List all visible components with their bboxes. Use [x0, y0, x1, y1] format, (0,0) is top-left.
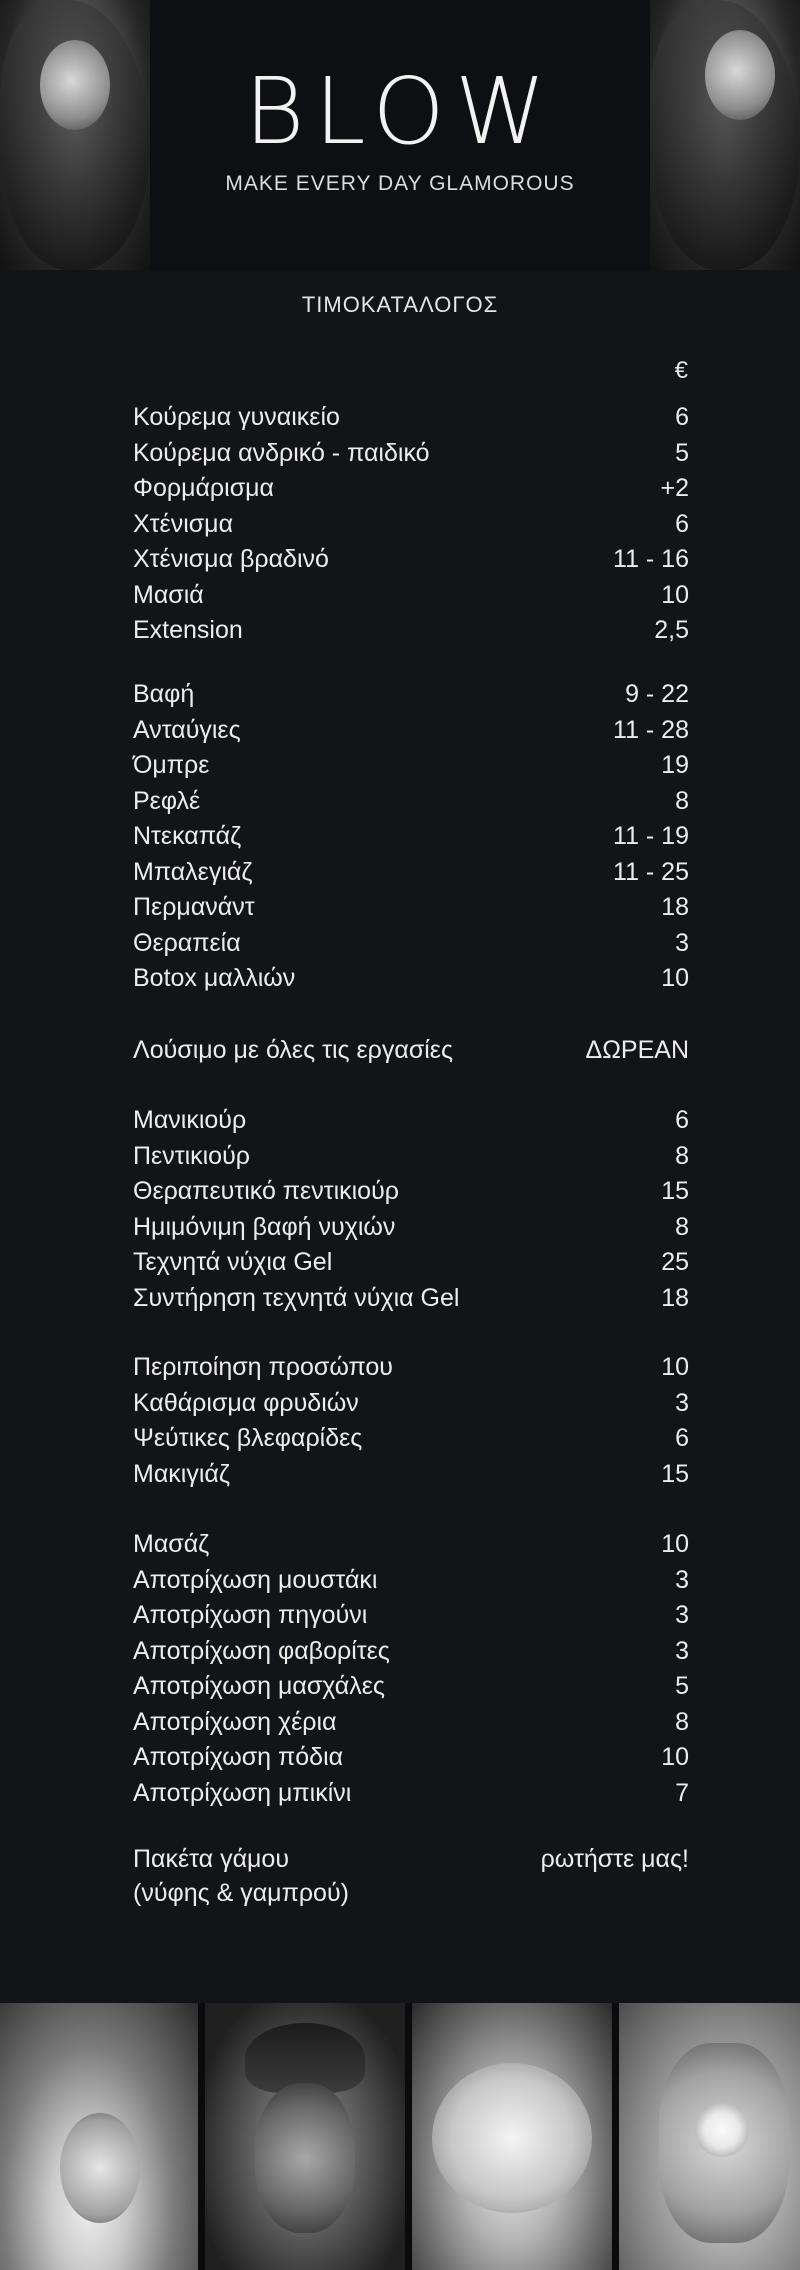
service-name: Αποτρίχωση χέρια — [133, 1707, 337, 1736]
service-name: Αποτρίχωση πηγούνι — [133, 1601, 368, 1629]
price-row — [133, 713, 689, 749]
service-price: 11 - 25 — [613, 857, 689, 886]
service-name: Ψεύτικες βλεφαρίδες — [133, 1424, 363, 1452]
service-price: 5 — [675, 1672, 689, 1700]
price-row — [133, 1281, 689, 1317]
price-row — [133, 1842, 689, 1876]
price-group-wash — [133, 1033, 689, 1069]
service-price: 3 — [675, 1601, 689, 1629]
price-row — [133, 890, 689, 926]
service-price: 15 — [661, 1177, 689, 1205]
service-price: 10 — [661, 580, 689, 609]
price-group-massage-waxing — [133, 1527, 689, 1811]
service-price: 6 — [675, 1424, 689, 1452]
currency-symbol: € — [674, 357, 688, 384]
service-price: 8 — [675, 1707, 689, 1736]
flower-decoration — [695, 2103, 749, 2157]
service-price: 10 — [661, 964, 689, 992]
service-price: ΔΩΡΕΑΝ — [585, 1036, 689, 1064]
price-row — [133, 748, 689, 784]
service-price: 6 — [675, 1106, 689, 1134]
service-price: 6 — [675, 509, 689, 538]
service-price: 3 — [675, 928, 689, 957]
service-name: Extension — [133, 616, 243, 644]
service-price: 10 — [661, 1743, 689, 1771]
service-name: Λούσιμο με όλες τις εργασίες — [133, 1036, 453, 1064]
service-name: Μακιγιάζ — [133, 1459, 230, 1488]
service-price: 3 — [675, 1636, 689, 1665]
service-price: 10 — [661, 1353, 689, 1381]
service-price: 25 — [661, 1248, 689, 1276]
price-list-title: ΤΙΜΟΚΑΤΑΛΟΓΟΣ — [301, 292, 499, 317]
price-row — [133, 1634, 689, 1670]
price-row — [133, 542, 689, 578]
service-price: 8 — [675, 1212, 689, 1241]
service-price: 18 — [661, 1283, 689, 1312]
service-price: 15 — [661, 1459, 689, 1488]
price-row — [133, 1705, 689, 1741]
service-price: 18 — [661, 893, 689, 921]
service-name: Τεχνητά νύχια Gel — [133, 1248, 333, 1276]
price-row — [133, 1210, 689, 1246]
service-name: Πακέτα γάμου — [133, 1845, 290, 1873]
price-row — [133, 961, 689, 997]
price-row — [133, 471, 689, 507]
service-name: Βαφή — [133, 680, 195, 708]
service-name: Καθάρισμα φρυδιών — [133, 1388, 359, 1417]
service-name: Θεραπεία — [133, 928, 241, 957]
header — [0, 0, 800, 270]
service-name: Ρεφλέ — [133, 786, 201, 815]
pedicure-photo — [619, 2003, 800, 2270]
service-price: 11 - 28 — [613, 715, 689, 744]
price-group-haircuts — [133, 400, 689, 649]
price-group-nails — [133, 1103, 689, 1316]
service-name: Κούρεμα ανδρικό - παιδικό — [133, 438, 430, 467]
price-group-face — [133, 1350, 689, 1492]
price-row — [133, 613, 689, 649]
price-row — [133, 1174, 689, 1210]
service-name: (νύφης & γαμπρού) — [133, 1879, 349, 1907]
service-name: Περμανάντ — [133, 893, 255, 921]
service-price: 8 — [675, 786, 689, 815]
service-name: Αποτρίχωση μουστάκι — [133, 1565, 378, 1594]
price-row — [133, 1876, 689, 1910]
service-price: ρωτήστε μας! — [540, 1845, 689, 1873]
service-name: Συντήρηση τεχνητά νύχια Gel — [133, 1283, 460, 1312]
service-price: 9 - 22 — [625, 680, 689, 708]
service-price: 11 - 19 — [613, 822, 689, 850]
price-row — [133, 677, 689, 713]
barber-haircut-photo — [205, 2003, 405, 2270]
price-row — [133, 926, 689, 962]
price-row — [133, 855, 689, 891]
service-name: Φορμάρισμα — [133, 474, 274, 502]
brand-tagline: MAKE EVERY DAY GLAMOROUS — [225, 172, 575, 195]
service-price: 7 — [675, 1778, 689, 1807]
price-row — [133, 1669, 689, 1705]
service-name: Αποτρίχωση μπικίνι — [133, 1778, 352, 1807]
price-row — [133, 1033, 689, 1069]
service-name: Αποτρίχωση πόδια — [133, 1743, 344, 1771]
service-price: 10 — [661, 1530, 689, 1558]
service-price: 5 — [675, 438, 689, 467]
service-name: Χτένισμα — [133, 509, 234, 538]
service-name: Χτένισμα βραδινό — [133, 545, 329, 573]
service-name: Αποτρίχωση φαβορίτες — [133, 1636, 390, 1665]
service-name: Μπαλεγιάζ — [133, 857, 253, 886]
brand-logo: BLOW — [244, 58, 556, 165]
service-price: 3 — [675, 1565, 689, 1594]
service-name: Περιποίηση προσώπου — [133, 1353, 393, 1381]
service-price: 2,5 — [654, 616, 689, 644]
facial-treatment-photo — [412, 2003, 612, 2270]
price-row — [133, 1421, 689, 1457]
price-row — [133, 784, 689, 820]
price-row — [133, 819, 689, 855]
price-row — [133, 1563, 689, 1599]
price-row — [133, 1350, 689, 1386]
service-name: Μασιά — [133, 580, 204, 609]
price-row — [133, 400, 689, 436]
service-price: 6 — [675, 403, 689, 431]
price-row — [133, 436, 689, 472]
service-name: Όμπρε — [133, 751, 210, 779]
price-row — [133, 1103, 689, 1139]
price-group-coloring — [133, 677, 689, 997]
service-price: +2 — [660, 474, 689, 502]
price-row — [133, 1776, 689, 1812]
service-name: Μασάζ — [133, 1530, 210, 1558]
price-row — [133, 578, 689, 614]
service-name: Θεραπευτικό πεντικιούρ — [133, 1177, 399, 1205]
model-photo-right — [650, 0, 800, 270]
price-row — [133, 1139, 689, 1175]
service-name: Ημιμόνιμη βαφή νυχιών — [133, 1212, 396, 1241]
service-name: Ντεκαπάζ — [133, 822, 242, 850]
price-row — [133, 1598, 689, 1634]
service-name: Ανταύγιες — [133, 715, 241, 744]
service-name: Πεντικιούρ — [133, 1141, 250, 1170]
price-row — [133, 1740, 689, 1776]
price-row — [133, 1457, 689, 1493]
price-row — [133, 1245, 689, 1281]
service-price: 8 — [675, 1141, 689, 1170]
service-name: Κούρεμα γυναικείο — [133, 403, 340, 431]
price-row — [133, 1386, 689, 1422]
service-price: 11 - 16 — [613, 545, 689, 573]
service-price: 3 — [675, 1388, 689, 1417]
price-group-wedding — [133, 1842, 689, 1910]
service-price: 19 — [661, 751, 689, 779]
service-name: Μανικιούρ — [133, 1106, 247, 1134]
service-name: Botox μαλλιών — [133, 964, 296, 992]
makeup-photo — [0, 2003, 198, 2270]
price-row — [133, 1527, 689, 1563]
bottom-photo-strip — [0, 2003, 800, 2270]
model-photo-left — [0, 0, 150, 270]
service-name: Αποτρίχωση μασχάλες — [133, 1672, 385, 1700]
price-row — [133, 507, 689, 543]
